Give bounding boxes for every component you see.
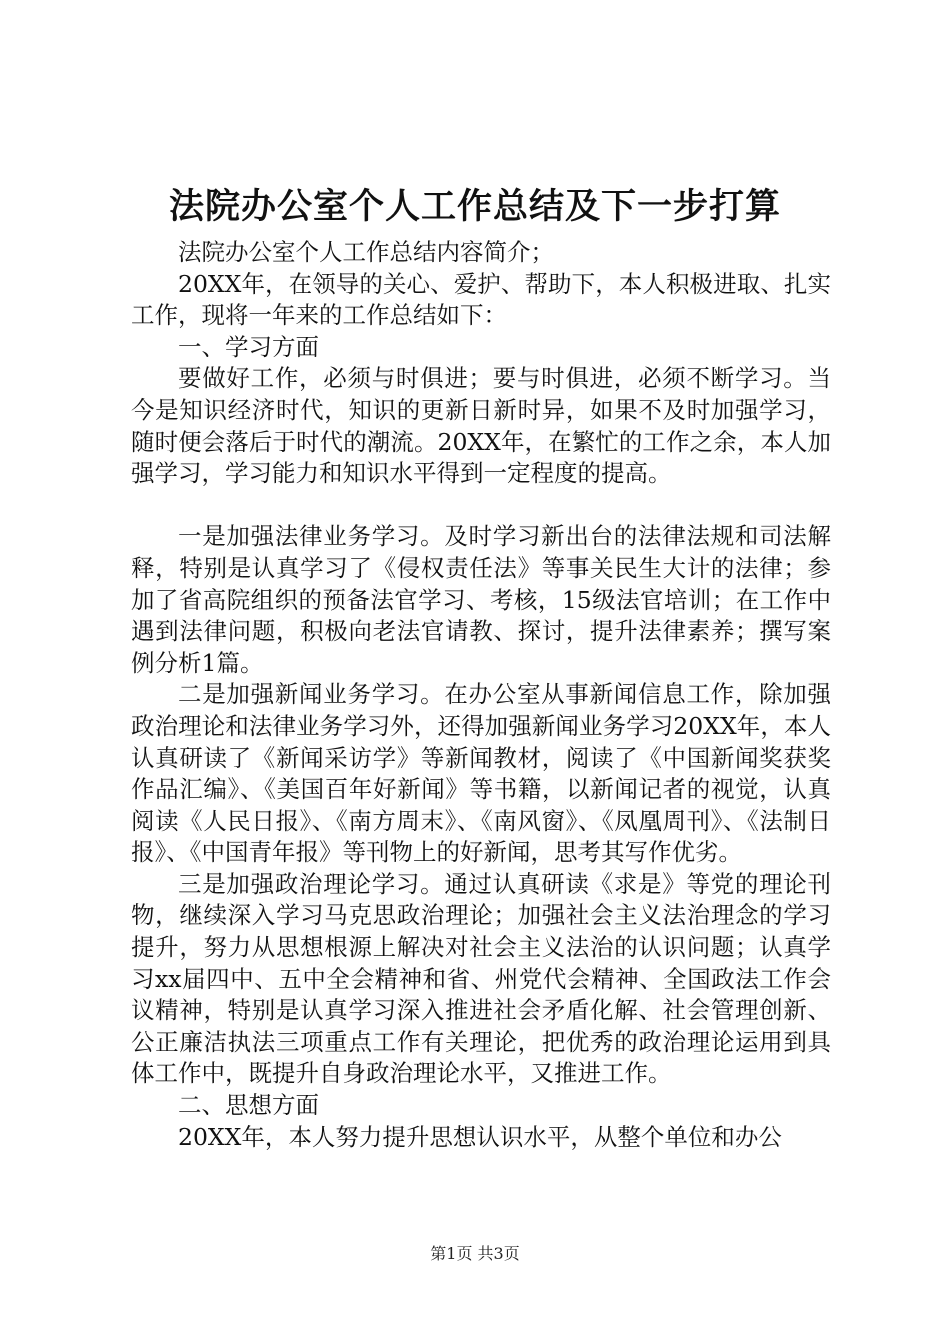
section-heading-thought: 二、思想方面 — [178, 1091, 319, 1120]
paragraph-study-overview: 要做好工作，必须与时俱进；要与时俱进，必须不断学习。当今是知识经济时代，知识的更新日新时异，如果不及时加强学习，随时便会落后于时代的潮流。20XX年，在繁忙的工作之余，本人加强学习，学习能力和知识水平得到一定程度的提高。 — [131, 364, 831, 488]
section-heading-study: 一、学习方面 — [178, 332, 319, 361]
paragraph-legal-study: 一是加强法律业务学习。及时学习新出台的法律法规和司法解释，特别是认真学习了《侵权责任法》等事关民生大计的法律；参加了省高院组织的预备法官学习、考核，15级法官培训；在工作中遇到法律问题，积极向老法官请教、探讨，提升法律素养；撰写案例分析1篇。 — [131, 522, 831, 677]
document-body — [131, 237, 831, 1153]
page-number-footer: 第1页 共3页 — [430, 1244, 520, 1263]
paragraph-news-study: 二是加强新闻业务学习。在办公室从事新闻信息工作，除加强政治理论和法律业务学习外，还得加强新闻业务学习20XX年，本人认真研读了《新闻采访学》等新闻教材，阅读了《中国新闻奖获奖作品汇编》、《美国百年好新闻》等书籍，以新闻记者的视觉，认真阅读《人民日报》、《南方周末》、《南风窗》、《凤凰周刊》、《法制日报》、《中国青年报》等刊物上的好新闻，思考其写作优劣。 — [131, 680, 831, 867]
page-title: 法院办公室个人工作总结及下一步打算 — [168, 186, 781, 227]
paragraph-political-study: 三是加强政治理论学习。通过认真研读《求是》等党的理论刊物，继续深入学习马克思政治理论；加强社会主义法治理念的学习提升，努力从思想根源上解决对社会主义法治的认识问题；认真学习xx届四中、五中全会精神和省、州党代会精神、全国政法工作会议精神，特别是认真学习深入推进社会矛盾化解、社会管理创新、公正廉洁执法三项重点工作有关理论，把优秀的政治理论运用到具体工作中，既提升自身政治理论水平，又推进工作。 — [131, 869, 831, 1088]
paragraph-intro: 法院办公室个人工作总结内容简介； — [178, 238, 554, 266]
paragraph-thought: 20XX年，本人努力提升思想认识水平，从整个单位和办公 — [178, 1122, 782, 1151]
paragraph-opening: 20XX年，在领导的关心、爱护、帮助下，本人积极进取、扎实工作，现将一年来的工作总结如下： — [131, 269, 831, 330]
